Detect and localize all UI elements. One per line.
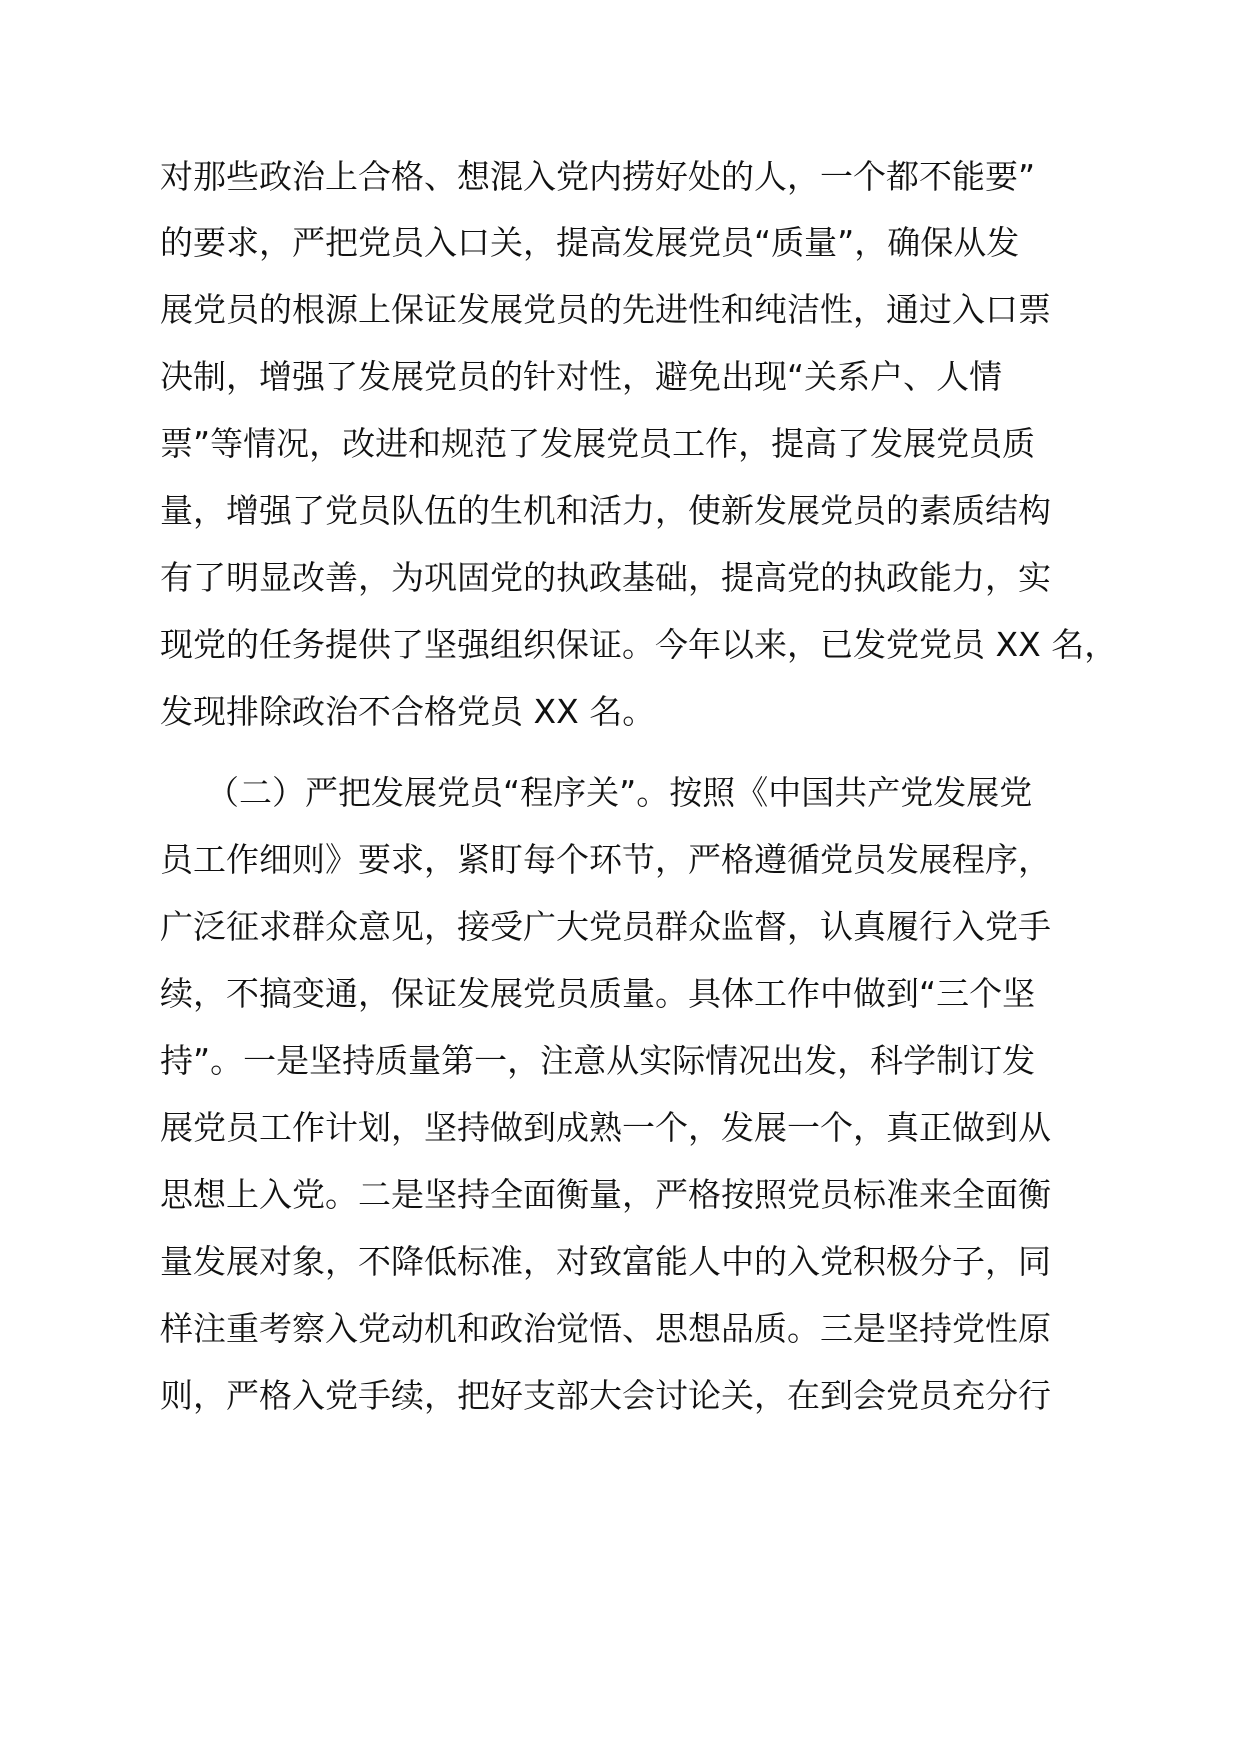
paragraph-2-line-5: 持”。一是坚持质量第一，注意从实际情况出发，科学制订发 xyxy=(160,1041,1036,1080)
paragraph-1-line-8: 现党的任务提供了坚强组织保证。今年以来，已发党党员 XX 名， xyxy=(160,625,1118,664)
paragraph-1-line-1: 对那些政治上合格、想混入党内捞好处的人，一个都不能要” xyxy=(160,157,1036,196)
paragraph-2-line-10: 则，严格入党手续，把好支部大会讨论关，在到会党员充分行 xyxy=(160,1376,1051,1415)
paragraph-1-line-7: 有了明显改善，为巩固党的执政基础，提高党的执政能力，实 xyxy=(160,558,1051,597)
paragraph-2-line-1: （二）严把发展党员“程序关”。按照《中国共产党发展党 xyxy=(206,773,1033,812)
paragraph-1-line-5: 票”等情况，改进和规范了发展党员工作，提高了发展党员质 xyxy=(160,424,1036,463)
paragraph-1-line-4: 决制，增强了发展党员的针对性，避免出现“关系户、人情 xyxy=(160,357,1003,396)
paragraph-1-line-9: 发现排除政治不合格党员 XX 名。 xyxy=(160,692,656,731)
paragraph-2-line-7: 思想上入党。二是坚持全面衡量，严格按照党员标准来全面衡 xyxy=(160,1175,1051,1214)
paragraph-1-line-6: 量，增强了党员队伍的生机和活力，使新发展党员的素质结构 xyxy=(160,491,1051,530)
paragraph-2-line-2: 员工作细则》要求，紧盯每个环节，严格遵循党员发展程序， xyxy=(160,840,1051,879)
paragraph-2-line-3: 广泛征求群众意见，接受广大党员群众监督，认真履行入党手 xyxy=(160,907,1051,946)
paragraph-1-line-3: 展党员的根源上保证发展党员的先进性和纯洁性，通过入口票 xyxy=(160,290,1051,329)
paragraph-2-line-6: 展党员工作计划，坚持做到成熟一个，发展一个，真正做到从 xyxy=(160,1108,1051,1147)
paragraph-2-line-4: 续，不搞变通，保证发展党员质量。具体工作中做到“三个坚 xyxy=(160,974,1036,1013)
paragraph-1-line-2: 的要求，严把党员入口关，提高发展党员“质量”，确保从发 xyxy=(160,223,1020,262)
paragraph-2-line-9: 样注重考察入党动机和政治觉悟、思想品质。三是坚持党性原 xyxy=(160,1309,1051,1348)
paragraph-2-line-8: 量发展对象，不降低标准，对致富能人中的入党积极分子，同 xyxy=(160,1242,1051,1281)
